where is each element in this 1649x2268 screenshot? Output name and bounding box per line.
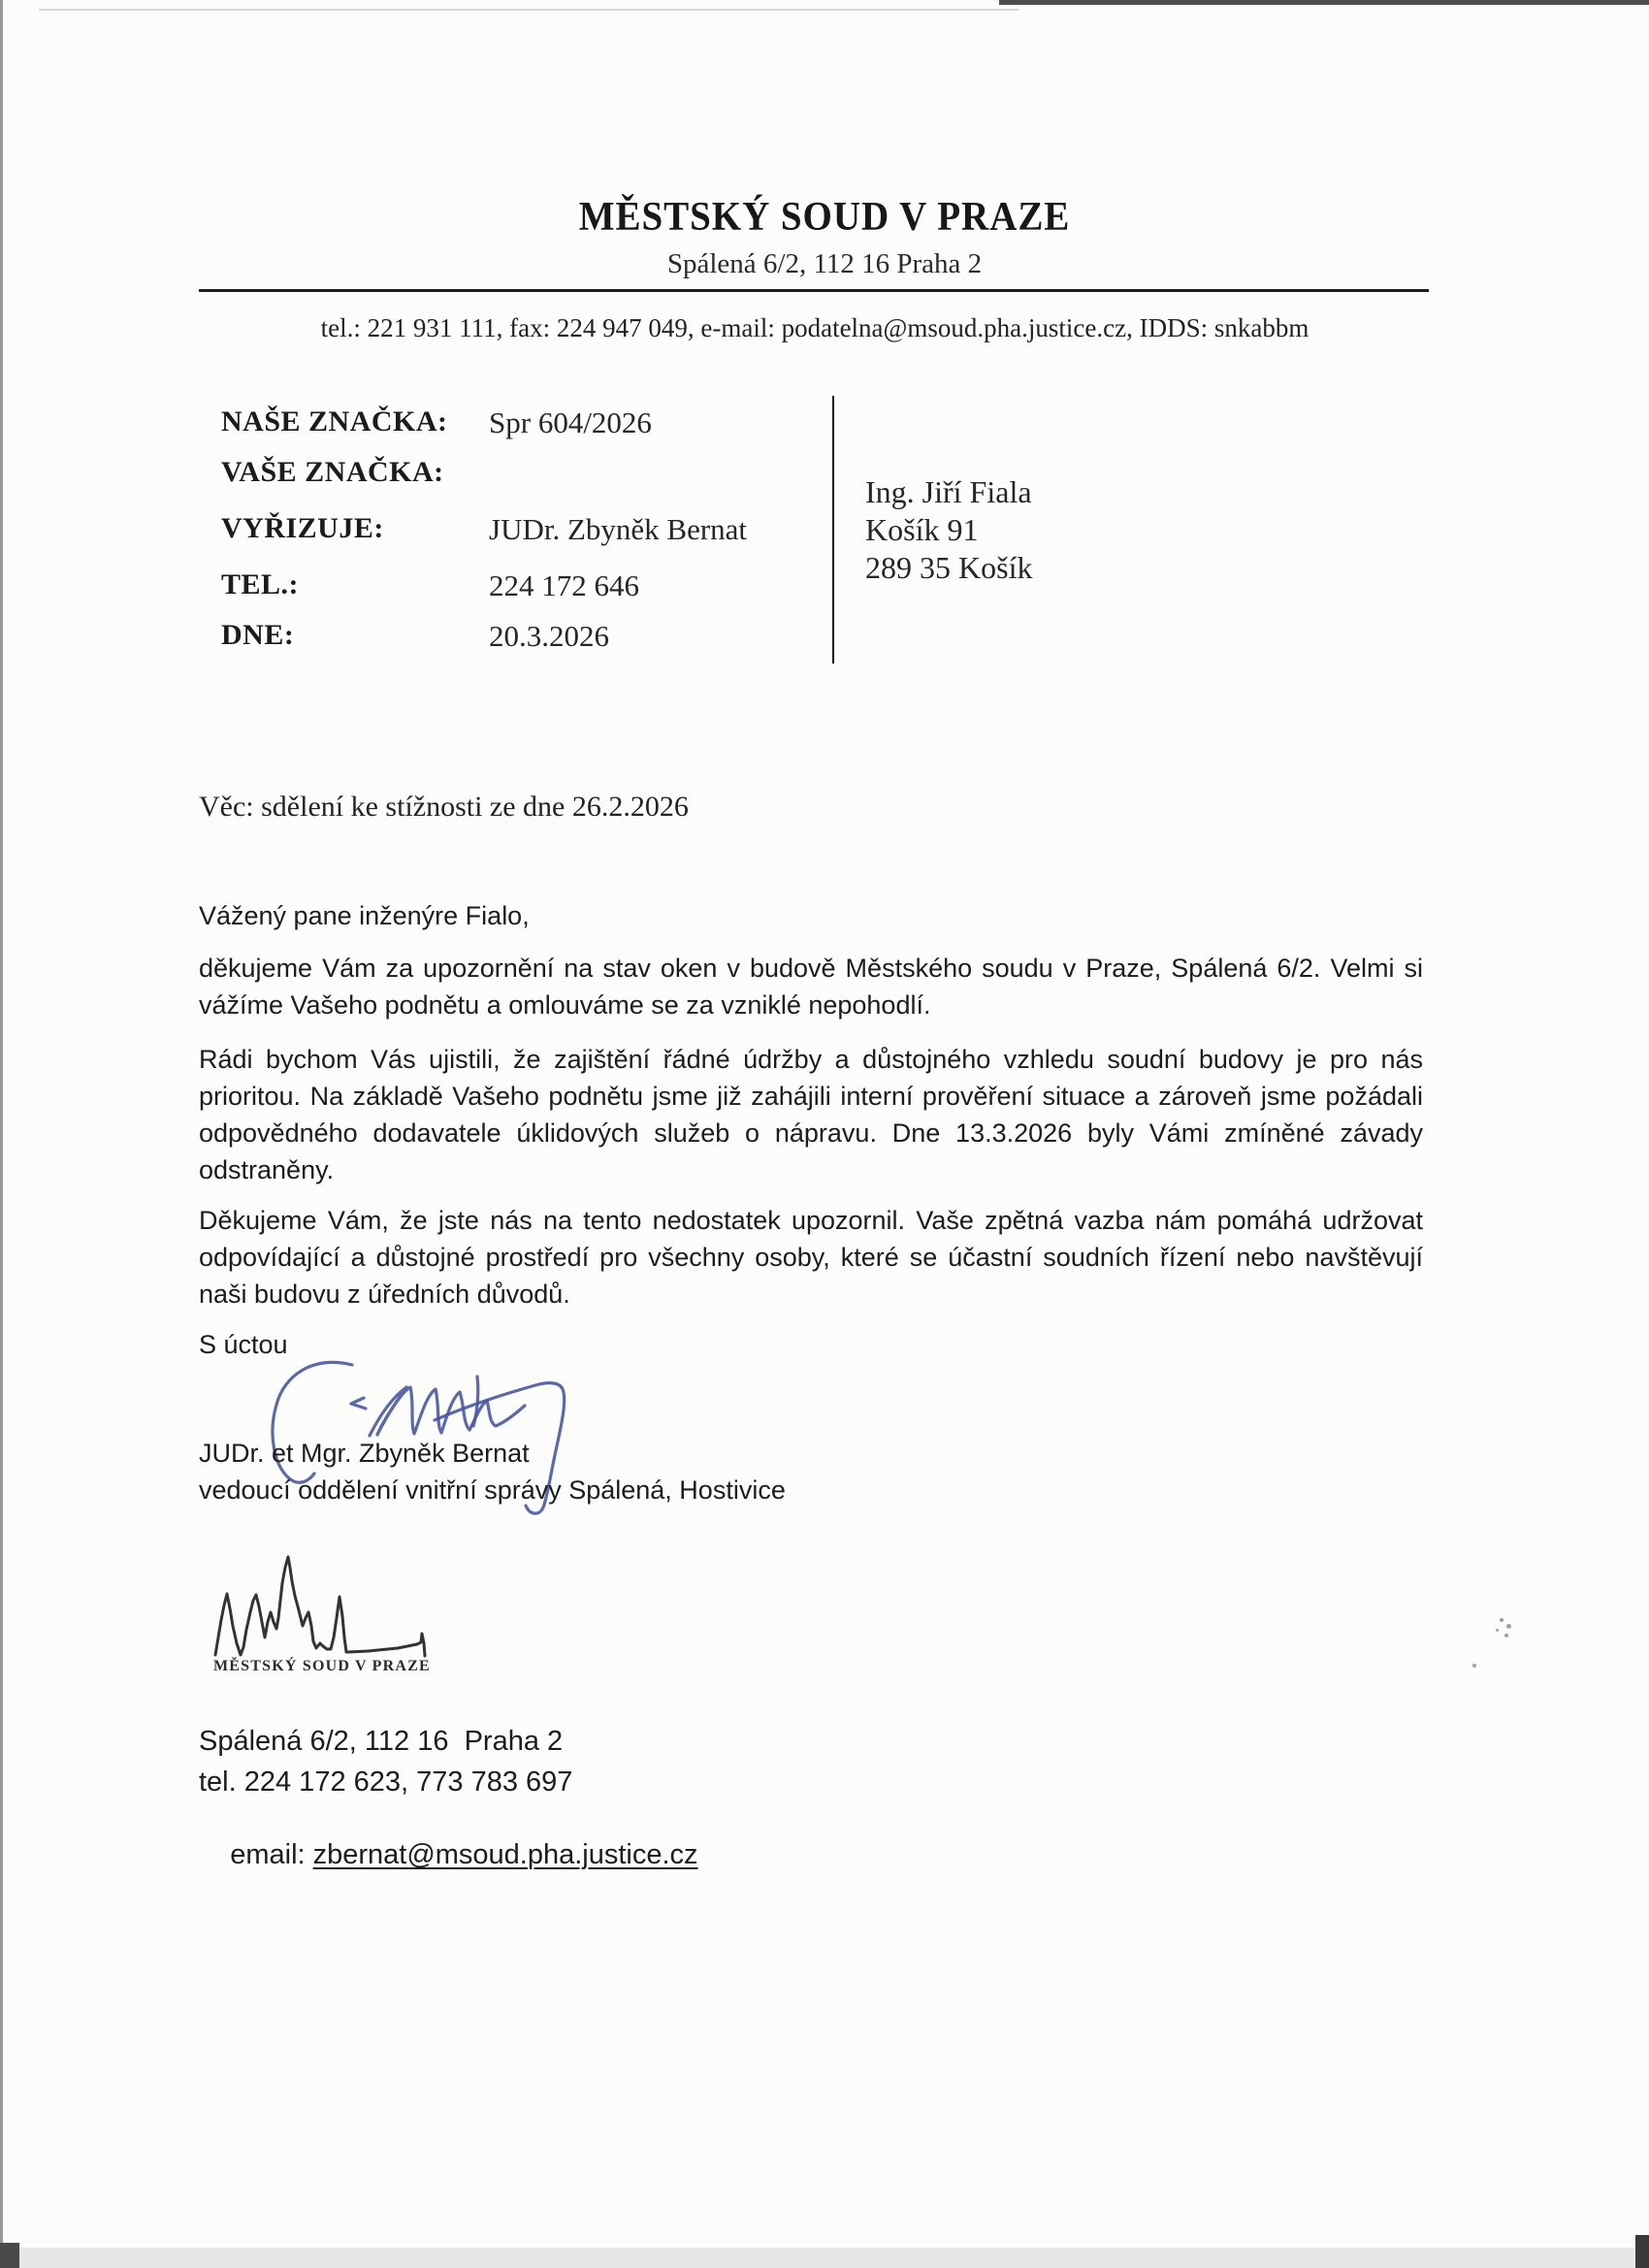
closing-phrase: S úctou: [199, 1330, 288, 1359]
scan-speck: [1506, 1624, 1511, 1629]
ref-label-tel: TEL.:: [221, 568, 300, 600]
letterhead-contact-line: tel.: 221 931 111, fax: 224 947 049, e-mail: podatelna@msoud.pha.justice.cz, IDDS: snkabbm: [320, 313, 1310, 342]
body-paragraph-1: děkujeme Vám za upozornění na stav oken v budově Městského soudu v Praze, Spálená 6/2. Velmi si vážíme Vašeho podnětu a omlouváme se za vzniklé nepohodlí.: [199, 954, 1423, 1020]
court-skyline-logo: [199, 1544, 441, 1666]
footer-phone: tel. 224 172 623, 773 783 697: [199, 1766, 573, 1798]
scan-edge-bottom: [0, 2248, 1649, 2268]
scan-corner-bottom-left: [0, 2243, 19, 2268]
ref-value-vyrizuje: JUDr. Zbyněk Bernat: [489, 512, 748, 546]
footer-email-address: zbernat@msoud.pha.justice.cz: [312, 1839, 698, 1870]
body-paragraph-3: Děkujeme Vám, že jste nás na tento nedostatek upozornil. Vaše zpětná vazba nám pomáhá udržovat odpovídající a důstojné prostředí pro všechny osoby, které se účastní soudních řízení nebo navštěvují naši budovu z úředních důvodů.: [199, 1206, 1423, 1309]
ref-label-nase-znacka: NAŠE ZNAČKA:: [221, 405, 448, 437]
scan-edge-left: [0, 0, 3, 2268]
ref-value-nase-znacka: Spr 604/2026: [489, 405, 652, 439]
letterhead-divider-rule: [199, 289, 1429, 292]
scan-speck: [1496, 1629, 1499, 1632]
scan-speck: [1504, 1634, 1508, 1637]
ref-value-dne: 20.3.2026: [489, 619, 609, 653]
scan-edge-top-faint: [39, 9, 1018, 11]
letterhead-address: Spálená 6/2, 112 16 Praha 2: [666, 248, 983, 279]
logo-caption: MĚSTSKÝ SOUD V PRAZE: [213, 1658, 431, 1674]
recipient-street: Košík 91: [865, 512, 979, 547]
letterhead-court-name: MĚSTSKÝ SOUD V PRAZE: [578, 195, 1071, 240]
scan-edge-top: [999, 0, 1649, 5]
ref-label-vyrizuje: VYŘIZUJE:: [221, 512, 384, 544]
reference-vertical-divider: [832, 396, 834, 664]
ref-label-vase-znacka: VAŠE ZNAČKA:: [221, 456, 444, 488]
recipient-name: Ing. Jiří Fiala: [865, 474, 1032, 509]
subject-line: Věc: sdělení ke stížnosti ze dne 26.2.2026: [199, 791, 689, 823]
signer-name: JUDr. et Mgr. Zbyněk Bernat: [199, 1439, 530, 1468]
signer-title: vedoucí oddělení vnitřní správy Spálená, Hostivice: [199, 1475, 786, 1505]
body-paragraph-2: Rádi bychom Vás ujistili, že zajištění řádné údržby a důstojného vzhledu soudní budovy je pro nás prioritou. Na základě Vašeho podnětu jsme již zahájili interní prověření situace a zároveň jsme požádali odpovědného dodavatele úklidových služeb o nápravu. Dne 13.3.2026 byly Vámi zmíněné závady odstraněny.: [199, 1045, 1423, 1184]
recipient-city: 289 35 Košík: [865, 550, 1033, 585]
footer-address: Spálená 6/2, 112 16 Praha 2: [199, 1726, 564, 1757]
ref-label-dne: DNE:: [221, 619, 295, 651]
recipient-address-block: [865, 473, 1032, 587]
footer-email-line: [199, 1807, 698, 1903]
scan-corner-bottom-right: [1635, 2235, 1649, 2268]
footer-email-label: email:: [230, 1839, 306, 1870]
salutation: Vážený pane inženýre Fialo,: [199, 901, 530, 930]
scan-speck: [1500, 1618, 1504, 1622]
scan-speck: [1472, 1664, 1476, 1668]
ref-value-tel: 224 172 646: [489, 568, 639, 602]
